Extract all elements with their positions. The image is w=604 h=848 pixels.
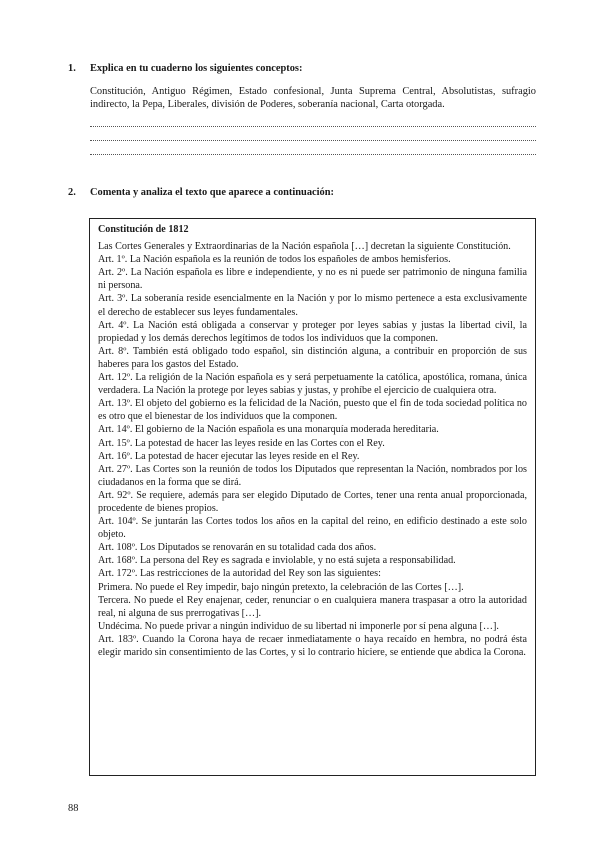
text-paragraph: Primera. No puede el Rey impedir, bajo ningún pretexto, la celebración de las Cortes […]. [98,581,464,593]
question-1-prompt: Explica en tu cuaderno los siguientes conceptos: [90,63,303,74]
answer-line [90,141,536,155]
text-paragraph: Art. 92º. Se requiere, además para ser elegido Diputado de Cortes, tener una renta anual proporcionada, procedente de bienes propios. [98,489,527,514]
constitution-text-box [89,218,536,776]
question-2-heading [68,186,536,200]
question-2-number: 2. [68,187,76,198]
text-paragraph: Art. 1º. La Nación española es la reunión de todos los españoles de ambos hemisferios. [98,254,451,266]
question-2-prompt: Comenta y analiza el texto que aparece a continuación: [90,187,334,198]
question-1 [68,62,536,155]
question-1-heading [68,62,536,76]
text-paragraph: Art. 12º. La religión de la Nación española es y será perpetuamente la católica, apostólica, romana, única verdadera. La Nación la protege por leyes sabias y justas, y prohíbe el ejercicio de cualquiera otra. [98,372,527,397]
text-paragraph: Tercera. No puede el Rey enajenar, ceder, renunciar o en cualquiera manera traspasar a otro la autoridad real, ni alguna de sus prerrogativas […]. [98,594,527,619]
text-paragraph: Art. 172º. Las restricciones de la autoridad del Rey son las siguientes: [98,568,381,580]
concepts-list: Constitución, Antiguo Régimen, Estado confesional, Junta Suprema Central, Absolutistas, sufragio indirecto, la Pepa, Liberales, división de Poderes, soberanía nacional, Carta otorgada. [90,86,536,111]
text-paragraph: Art. 4º. La Nación está obligada a conservar y proteger por leyes sabias y justas la libertad civil, la propiedad y los demás derechos legítimos de todos los individuos que la componen. [98,319,527,344]
text-paragraph: Art. 16º. La potestad de hacer ejecutar las leyes reside en el Rey. [98,450,360,462]
answer-line [90,113,536,127]
text-paragraph: Undécima. No puede privar a ningún individuo de su libertad ni imponerle por sí pena alguna […]. [98,620,499,632]
text-paragraph: Art. 168º. La persona del Rey es sagrada e inviolable, y no está sujeta a responsabilidad. [98,555,456,567]
text-paragraph: Art. 8º. También está obligado todo español, sin distinción alguna, a contribuir en proporción de sus haberes para los gastos del Estado. [98,345,527,370]
question-2 [68,186,536,200]
text-paragraph: Art. 13º. El objeto del gobierno es la felicidad de la Nación, puesto que el fin de toda sociedad política no es otro que el bienestar de los individuos que la componen. [98,398,527,423]
text-paragraph: Art. 14º. El gobierno de la Nación española es una monarquía moderada hereditaria. [98,424,439,436]
text-paragraph: Art. 15º. La potestad de hacer las leyes reside en las Cortes con el Rey. [98,437,385,449]
page-number: 88 [68,803,79,814]
text-paragraph: Art. 108º. Los Diputados se renovarán en su totalidad cada dos años. [98,542,377,554]
text-paragraph: Art. 104º. Se juntarán las Cortes todos los años en la capital del reino, en edificio destinado a este solo objeto. [98,516,527,541]
text-paragraph: Art. 3º. La soberanía reside esencialmente en la Nación y por lo mismo pertenece a esta exclusivamente el derecho de establecer sus leyes fundamentales. [98,293,527,318]
text-paragraph: Art. 27º. Las Cortes son la reunión de todos los Diputados que representan la Nación, nombrados por los ciudadanos en la forma que se dirá. [98,463,527,488]
text-paragraph: Las Cortes Generales y Extraordinarias de la Nación española […] decretan la siguiente Constitución. [98,241,511,253]
text-box-title: Constitución de 1812 [98,224,189,235]
question-1-number: 1. [68,63,76,74]
answer-lines [90,113,536,156]
answer-line [90,127,536,141]
text-paragraph: Art. 2º. La Nación española es libre e independiente, y no es ni puede ser patrimonio de ninguna familia ni persona. [98,267,527,292]
text-paragraph: Art. 183º. Cuando la Corona haya de recaer inmediatamente o haya recaído en hembra, no podrá ésta elegir marido sin consentimiento de las Cortes, y si lo contrario hiciere, se entiende que abdica la Corona. [98,633,527,658]
